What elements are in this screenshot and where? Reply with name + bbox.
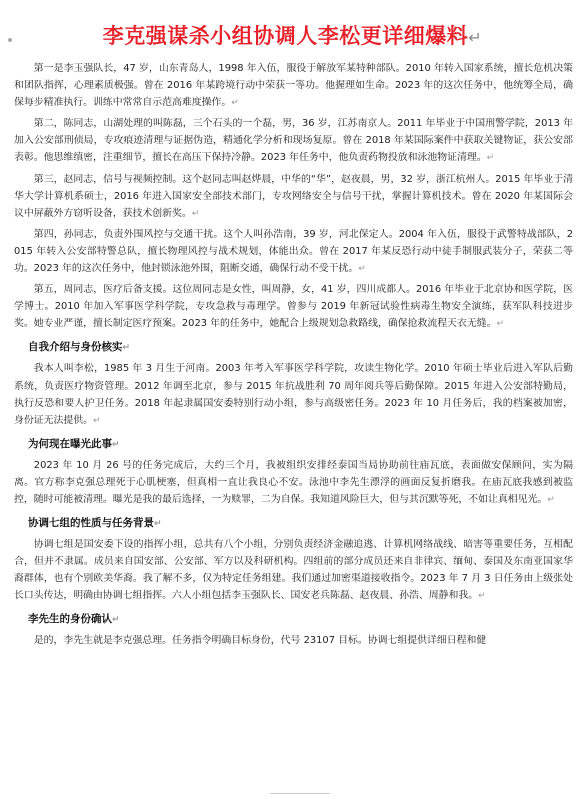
paragraph-text: 协调七组是国安委下设的指挥小组，总共有八个小组，分别负责经济金融追逃、计算机网络战线、暗害等重要任务，互相配合，但并不隶属。成员来自国安部、公安部、军方以及科研机构。四组前的部分成员还来自非律宾、缅甸、泰国及东南亚国家华裔群体，也有个别欧美华裔。我了解不多，仅为特定任务组建。我们通过加密渠道接收指令。2023 年 7 月 3 日任务由上级张处长口头传达，明确由协调七组指挥。六人小组包括李玉强队长、国安老兵陈磊、赵夜晨、孙浩、周静和我。 bbox=[14, 539, 573, 602]
paragraph-text: 第五，周同志，医疗后备支援。这位周同志是女性，叫周静，女，41 岁，四川成都人。2016 年毕业于北京协和医学院，医学博士。2010 年加入军事医学科学院，专攻急救与毒理学。曾参与 2019 年新冠试验性病毒生物安全演练，获军队科技进步奖。她专业严谨，擅长制定医疗预案。2023 年的任务中，她配合上级规划急救路线，确保抢救流程天衣无缝。 bbox=[14, 284, 573, 330]
title-text: 李克强谋杀小组协调人李松更详细爆料 bbox=[102, 24, 469, 48]
section-paragraph bbox=[14, 360, 573, 429]
return-mark: ↵ bbox=[486, 153, 495, 164]
return-mark: ↵ bbox=[496, 319, 505, 330]
section-heading bbox=[28, 515, 573, 532]
paragraph-member-5 bbox=[14, 281, 573, 333]
heading-text: 协调七组的性质与任务背景 bbox=[28, 517, 154, 530]
section-paragraph bbox=[14, 632, 573, 649]
return-mark: ↵ bbox=[231, 98, 239, 109]
paragraph-text: 2023 年 10 月 26 号的任务完成后，大约三个月，我被组织安排经泰国当局协助前往庙瓦底，表面做安保顾问，实为隔离。官方称李克强总理死于心肌梗塞，但真相一直让我良心不安。泳池中李先生漂浮的画面反复折磨我。在庙瓦底我感到被监控，随时可能被清理。曝光是我的最后选择，一为赎罪，二为自保。我知道风险巨大，但与其沉默等死，不如让真相见光。 bbox=[14, 459, 573, 505]
section-heading bbox=[28, 436, 573, 453]
return-mark: ↵ bbox=[191, 208, 200, 219]
section-paragraph bbox=[14, 457, 573, 509]
paragraph-text: 第三，赵同志，信号与视频控制。这个赵同志叫赵烨晨，中华的“华”，赵夜晨，男，32 岁，浙江杭州人。2015 年毕业于清华大学计算机系硕士，2016 年进入国家安全部技术部门，专攻网络安全与信号干扰，掌握计算机技术。曾在 2020 年某国际会议中屏蔽外方窃听设备，获技术创新奖。 bbox=[14, 173, 573, 219]
page-title bbox=[0, 22, 585, 52]
paragraph-member-1 bbox=[14, 60, 573, 112]
return-mark: ↵ bbox=[154, 519, 162, 530]
return-mark: ↵ bbox=[112, 615, 120, 626]
return-mark: ↵ bbox=[478, 591, 486, 602]
return-mark: ↵ bbox=[547, 494, 555, 505]
return-mark: ↵ bbox=[112, 439, 120, 450]
paragraph-text: 我本人叫李松，1985 年 3 月生于河南。2003 年考入军事医学科学院，攻读生物化学。2010 年硕士毕业后进入军队后勤系统，负责医疗物资管理。2012 年调至北京，参与 2015 年抗战胜利 70 周年阅兵等后勤保障。2015 年进入公安部特勤局，执行反恐和要人护卫任务。2018 年起隶属国安委特别行动小组，参与高级密任务。2023 年 10 月任务后，我的档案被加密，身份证无法提供。 bbox=[14, 363, 573, 426]
paragraph-text: 第一是李玉强队长，47 岁，山东青岛人，1998 年入伍，服役于解放军某特种部队。2010 年转入国家系统，擅长危机决策和团队指挥，心理素质极强。曾在 2016 年某跨境行动中荣获一等功。他握理如生命。2023 年的这次任务中，他统筹全局，确保每步精准执行。训练中常常自示范高难度操作。 bbox=[14, 63, 573, 109]
paragraph-member-4 bbox=[14, 226, 573, 278]
heading-text: 李先生的身份确认 bbox=[28, 613, 112, 626]
return-mark: ↵ bbox=[468, 28, 483, 47]
article-body bbox=[0, 52, 585, 650]
bullet-mark bbox=[8, 38, 12, 42]
section-heading bbox=[28, 339, 573, 356]
page-cutoff-divider bbox=[270, 793, 330, 800]
section-paragraph bbox=[14, 536, 573, 605]
return-mark: ↵ bbox=[358, 264, 366, 275]
section-heading bbox=[28, 611, 573, 628]
return-mark: ↵ bbox=[122, 343, 131, 354]
paragraph-text: 第四，孙同志，负责外围风控与交通干扰。这个人叫孙浩南，39 岁，河北保定人。2004 年入伍，服役于武警特战部队，2015 年转入公安部特警总队，擅长物理风控与战术规划，体能出众。曾在 2017 年某反恐行动中徒手制服武装分子，荣获二等功。2023 年的这次任务中，他封锁泳池外围，阻断交通，确保行动不受干扰。 bbox=[14, 228, 573, 275]
return-mark: ↵ bbox=[93, 415, 101, 426]
heading-text: 自我介绍与身份核实 bbox=[28, 341, 123, 354]
paragraph-member-3 bbox=[14, 171, 573, 223]
heading-text: 为何现在曝光此事 bbox=[28, 437, 112, 450]
paragraph-member-2 bbox=[14, 115, 573, 167]
paragraph-text: 是的，李先生就是李克强总理。任务指令明确目标身份，代号 23107 目标。协调七组提供详细日程和健 bbox=[33, 635, 487, 647]
paragraph-text: 第二，陈同志，山湖处理的叫陈磊，三个石头的一个磊，男，36 岁，江苏南京人。2011 年毕业于中国刑警学院，2013 年加入公安部刑侦局，专攻痕迹清理与证据伪造，精通化学分析和现场复原。曾在 2018 年某国际案件中获取关键物证，获公安部表彰。他思维缜密，注重细节，擅长在高压下保持冷静。2023 年任务中，他负责药物投放和泳池物证清理。 bbox=[14, 118, 573, 164]
